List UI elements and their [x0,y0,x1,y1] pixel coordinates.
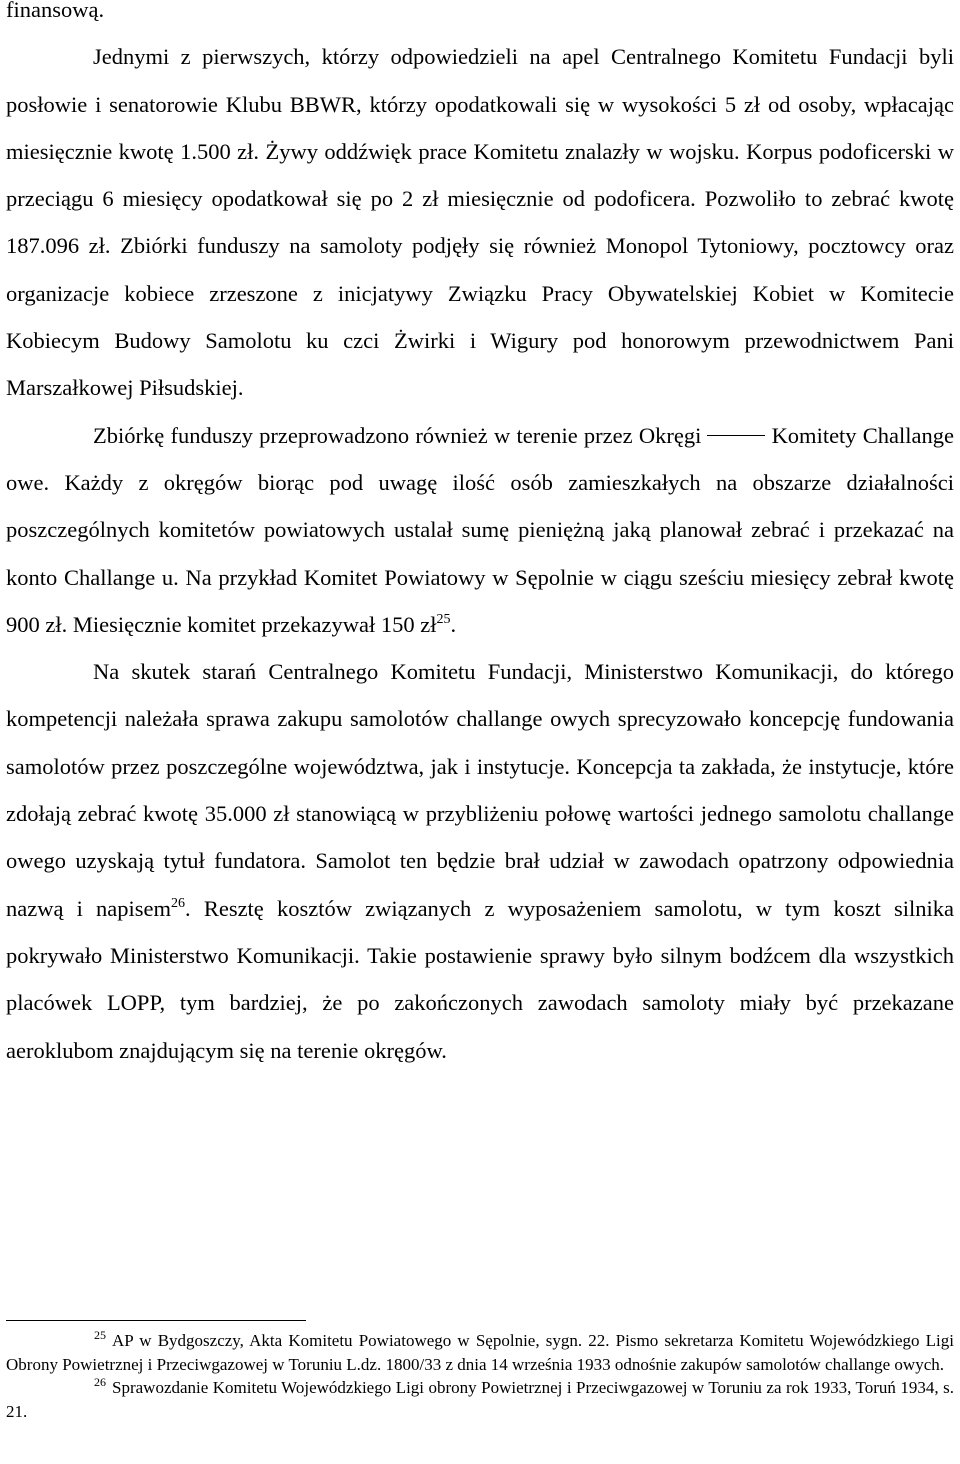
footnote-separator [6,1320,306,1321]
paragraph-fragment [6,0,954,33]
footnotes-section [6,1320,954,1423]
paragraph-text: finansową. [6,0,105,22]
paragraph [6,33,954,411]
footnote-text: AP w Bydgoszczy, Akta Komitetu Powiatowego w Sępolnie, sygn. 22. Pismo sekretarza Komitetu Wojewódzkiego Ligi Obrony Powietrznej i Przeciwgazowej w Toruniu L.dz. 1800/33 z dnia 14 września 1933 odnośnie zakupów samolotów challange owych. [6,1331,954,1374]
footnote: 25 AP w Bydgoszczy, Akta Komitetu Powiatowego w Sępolnie, sygn. 22. Pismo sekretarza Komitetu Wojewódzkiego Ligi Obrony Powietrznej i Przeciwgazowej w Toruniu L.dz. 1800/33 z dnia 14 września 1933 odnośnie zakupów samolotów challange owych. [6,1328,954,1374]
footnote-ref[interactable]: 26 [171,895,186,911]
em-dash-line [707,435,765,436]
paragraph [6,648,954,1074]
paragraph-text: Na skutek starań Centralnego Komitetu Fundacji, Ministerstwo Komunikacji, do którego kompetencji należała sprawa zakupu samolotów challange owych sprecyzowało koncepcję fundowania samolotów przez poszczególne województwa, jak i instytucje. Koncepcja ta zakłada, że instytucje, które zdołają zebrać kwotę 35.000 zł stanowiącą w przybliżeniu połowę wartości jednego samolotu challange owego uzyskają tytuł fundatora. Samolot ten będzie brał udział w zawodach opatrzony odpowiednia nazwą i napisem [6,659,954,921]
paragraph-text: . [450,611,457,637]
document-body [6,0,954,1074]
paragraph-text: . Resztę kosztów związanych z wyposażeniem samolotu, w tym koszt silnika pokrywało Ministerstwo Komunikacji. Takie postawienie sprawy było silnym bodźcem dla wszystkich placówek LOPP, tym bardziej, że po zakończonych zawodach samoloty miały być przekazane aeroklubom znajdującym się na terenie okręgów. [6,895,954,1063]
footnote-text: Sprawozdanie Komitetu Wojewódzkiego Ligi obrony Powietrznej i Przeciwgazowej w Toruniu za rok 1933, Toruń 1934, s. 21. [6,1378,954,1421]
paragraph-text: Komitety Challange owe. Każdy z okręgów biorąc pod uwagę ilość osób zamieszkałych na obszarze działalności poszczególnych komitetów powiatowych ustalał sumę pieniężną jaką planował zebrać i przekazać na konto Challange u. Na przykład Komitet Powiatowy w Sępolnie w ciągu sześciu miesięcy zebrał kwotę 900 zł. Miesięcznie komitet przekazywał 150 zł [6,422,954,637]
footnote: 26 Sprawozdanie Komitetu Wojewódzkiego Ligi obrony Powietrznej i Przeciwgazowej w Toruniu za rok 1933, Toruń 1934, s. 21. [6,1375,954,1421]
paragraph [6,412,954,648]
footnote-ref[interactable]: 25 [436,611,451,627]
paragraph-text: Zbiórkę funduszy przeprowadzono również w terenie przez Okręgi [93,422,702,448]
paragraph-text: Jednymi z pierwszych, którzy odpowiedzieli na apel Centralnego Komitetu Fundacji byli posłowie i senatorowie Klubu BBWR, którzy opodatkowali się w wysokości 5 zł od osoby, wpłacając miesięcznie kwotę 1.500 zł. Żywy oddźwięk prace Komitetu znalazły w wojsku. Korpus podoficerski w przeciągu 6 miesięcy opodatkował się po 2 zł miesięcznie od podoficera. Pozwoliło to zebrać kwotę 187.096 zł. Zbiórki funduszy na samoloty podjęły się również Monopol Tytoniowy, pocztowcy oraz organizacje kobiece zrzeszone z inicjatywy Związku Pracy Obywatelskiej Kobiet w Komitecie Kobiecym Budowy Samolotu ku czci Żwirki i Wigury pod honorowym przewodnictwem Pani Marszałkowej Piłsudskiej. [6,44,954,401]
